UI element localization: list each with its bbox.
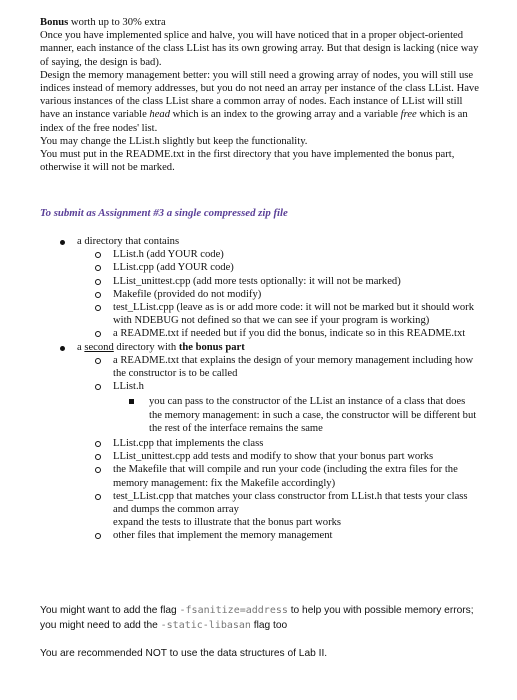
list-item: LList.cpp that implements the class bbox=[77, 437, 478, 450]
second-word: second bbox=[84, 341, 114, 353]
second-directory-item bbox=[58, 341, 478, 543]
bonus-part-bold: the bonus part bbox=[178, 341, 245, 353]
bonus-text-b1: Design the memory management better: you will still need a growing array of nodes, you will still use indices instead of memory addresses, but you do not need an array per instance of the class LList. Have various instances of the class LList share a common array of nodes. Each instance of LList will still have an instance variable bbox=[40, 69, 479, 121]
list-item bbox=[77, 490, 478, 530]
first-directory-item bbox=[58, 235, 478, 341]
submit-heading: To submit as Assignment #3 a single compressed zip file bbox=[40, 207, 288, 219]
bonus-section bbox=[40, 16, 485, 174]
list-item: test_LList.cpp (leave as is or add more code: it will not be marked but it should work with NDEBUG not defined so that we can see if your program is working) bbox=[77, 301, 478, 327]
bonus-text-b3: which is an index of the free nodes' list. bbox=[40, 109, 468, 134]
label-text: a bbox=[77, 341, 85, 353]
list-item: LList.h (add YOUR code) bbox=[77, 248, 478, 261]
bonus-title: Bonus bbox=[40, 17, 69, 28]
note-text: You might want to add the flag bbox=[40, 605, 180, 616]
note-text: to help you with possible memory errors; you might need to add the bbox=[40, 605, 474, 631]
bonus-paragraph-a: Once you have implemented splice and halve, you will have noticed that in a proper object-oriented manner, each instance of the class LList has its own growing array. But that design is lacking (nice way of saying, the design is bad). bbox=[40, 30, 479, 68]
second-directory-files bbox=[77, 354, 478, 543]
list-item: LList.cpp (add YOUR code) bbox=[77, 261, 478, 274]
bonus-text-b2: which is an index to the growing array and a variable bbox=[170, 109, 401, 121]
list-item: LList_unittest.cpp add tests and modify to show that your bonus part works bbox=[77, 450, 478, 463]
list-item: a README.txt that explains the design of your memory management including how the constructor is to be called bbox=[77, 354, 478, 380]
submission-list bbox=[58, 235, 478, 543]
fsanitize-flag: -fsanitize=address bbox=[179, 605, 288, 616]
bonus-paragraph-d: You must put in the README.txt in the first directory that you have implemented the bonus part, otherwise it will not be marked. bbox=[40, 149, 455, 174]
head-word: head bbox=[149, 109, 171, 121]
bonus-intro bbox=[40, 16, 485, 29]
first-directory-files bbox=[77, 248, 478, 340]
list-item: Makefile (provided do not modify) bbox=[77, 288, 478, 301]
bonus-paragraph-c: You may change the LList.h slightly but keep the functionality. bbox=[40, 135, 308, 147]
list-item-llist-h bbox=[77, 380, 478, 435]
sub-list-item: you can pass to the constructor of the LList an instance of a class that does the memory management: in such a case, the constructor will be different but the rest of the interface remains the same bbox=[113, 395, 478, 435]
free-word: free bbox=[400, 109, 417, 121]
test-llist-extra: expand the tests to illustrate that the bonus part works bbox=[113, 517, 342, 529]
sanitize-note bbox=[40, 603, 490, 633]
list-item: the Makefile that will compile and run your code (including the extra files for the memory management: fix the Makefile accordingly) bbox=[77, 463, 478, 489]
recommendation-note: You are recommended NOT to use the data structures of Lab II. bbox=[40, 648, 328, 659]
bonus-paragraph-b bbox=[40, 69, 485, 135]
list-item: LList_unittest.cpp (add more tests optionally: it will not be marked) bbox=[77, 275, 478, 288]
second-directory-label bbox=[77, 342, 245, 353]
label-text: directory with bbox=[113, 341, 179, 353]
list-item: other files that implement the memory management bbox=[77, 529, 478, 542]
first-directory-label: a directory that contains bbox=[77, 236, 180, 247]
llist-h-label: LList.h bbox=[113, 381, 144, 393]
static-libasan-flag: -static-libasan bbox=[160, 620, 251, 631]
bonus-title-suffix: worth up to 30% extra bbox=[68, 17, 166, 28]
test-llist-text: test_LList.cpp that matches your class constructor from LList.h that tests your class and dumps the common array bbox=[113, 490, 468, 516]
list-item: a README.txt if needed but if you did the bonus, indicate so in this README.txt bbox=[77, 327, 478, 340]
llist-h-details bbox=[113, 395, 478, 435]
note-text: flag too bbox=[250, 620, 288, 631]
